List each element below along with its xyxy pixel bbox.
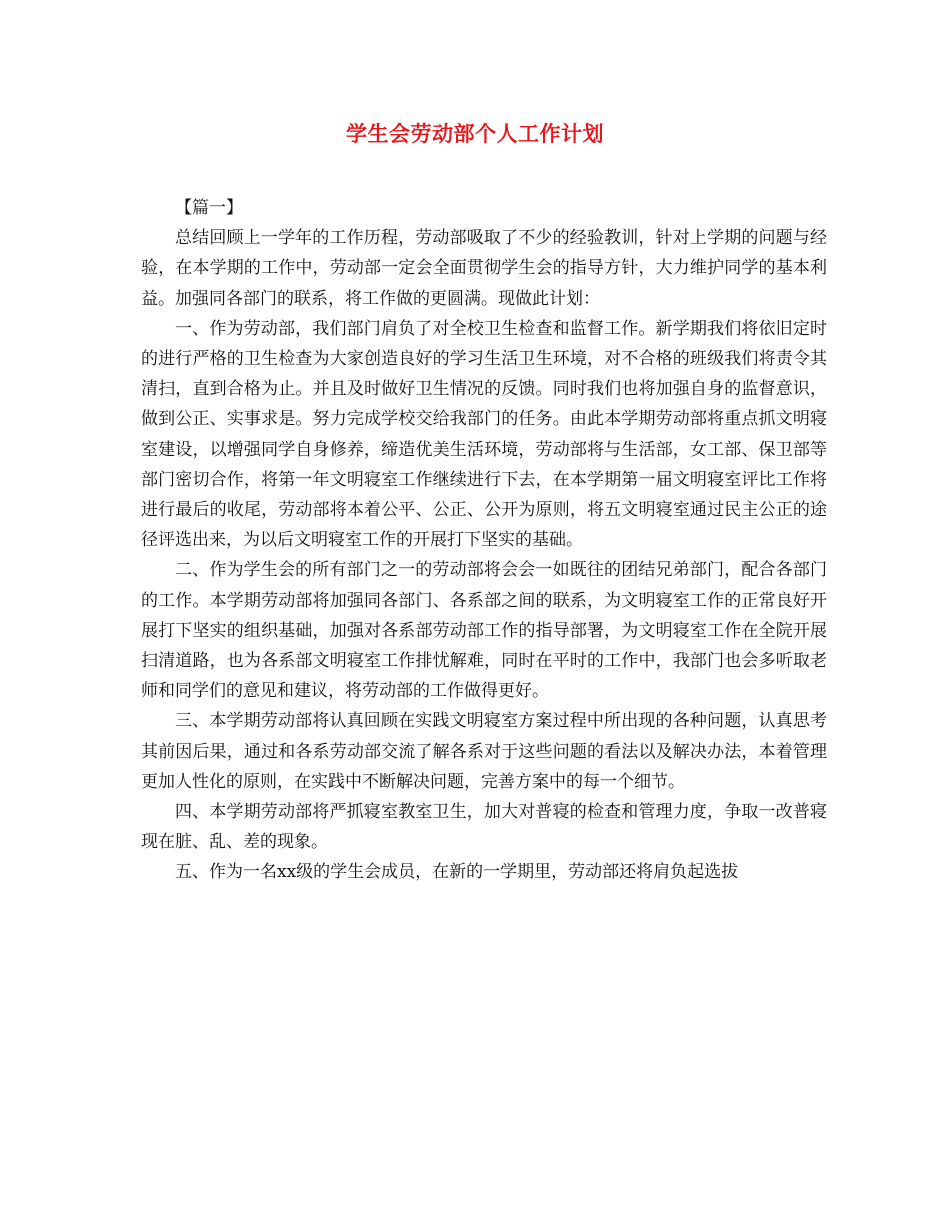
paragraph-item-3: 三、本学期劳动部将认真回顾在实践文明寝室方案过程中所出现的各种问题，认真思考其前因后果，通过和各系劳动部交流了解各系对于这些问题的看法以及解决办法，本着管理更加人性化的原则，在实践中不断解决问题，完善方案中的每一个细节。 <box>141 711 827 792</box>
document-body <box>141 193 827 888</box>
paragraph-item-5: 五、作为一名xx级的学生会成员，在新的一学期里，劳动部还将肩负起选拔 <box>175 862 739 883</box>
paragraph-item-4: 四、本学期劳动部将严抓寝室教室卫生，加大对普寝的检查和管理力度，争取一改普寝现在脏、乱、差的现象。 <box>141 802 827 853</box>
paragraph-item-2: 二、作为学生会的所有部门之一的劳动部将会会一如既往的团结兄弟部门，配合各部门的工作。本学期劳动部将加强同各部门、各系部之间的联系，为文明寝室工作的正常良好开展打下坚实的组织基础，加强对各系部劳动部工作的指导部署，为文明寝室工作在全院开展扫清道路，也为各系部文明寝室工作排忧解难，同时在平时的工作中，我部门也会多听取老师和同学们的意见和建议，将劳动部的工作做得更好。 <box>141 560 827 702</box>
paragraph-intro: 总结回顾上一学年的工作历程，劳动部吸取了不少的经验教训，针对上学期的问题与经验，在本学期的工作中，劳动部一定会全面贯彻学生会的指导方针，大力维护同学的基本利益。加强同各部门的联系，将工作做的更圆满。现做此计划： <box>141 228 827 309</box>
paragraph-item-1: 一、作为劳动部，我们部门肩负了对全校卫生检查和监督工作。新学期我们将依旧定时的进行严格的卫生检查为大家创造良好的学习生活卫生环境，对不合格的班级我们将责令其清扫，直到合格为止。并且及时做好卫生情况的反馈。同时我们也将加强自身的监督意识，做到公正、实事求是。努力完成学校交给我部门的任务。由此本学期劳动部将重点抓文明寝室建设，以增强同学自身修养，缔造优美生活环境，劳动部将与生活部，女工部、保卫部等部门密切合作，将第一年文明寝室工作继续进行下去，在本学期第一届文明寝室评比工作将进行最后的收尾，劳动部将本着公平、公正、公开为原则，将五文明寝室通过民主公正的途径评选出来，为以后文明寝室工作的开展打下坚实的基础。 <box>141 318 827 551</box>
section-label: 【篇一】 <box>175 198 243 218</box>
document-title: 学生会劳动部个人工作计划 <box>346 122 604 146</box>
